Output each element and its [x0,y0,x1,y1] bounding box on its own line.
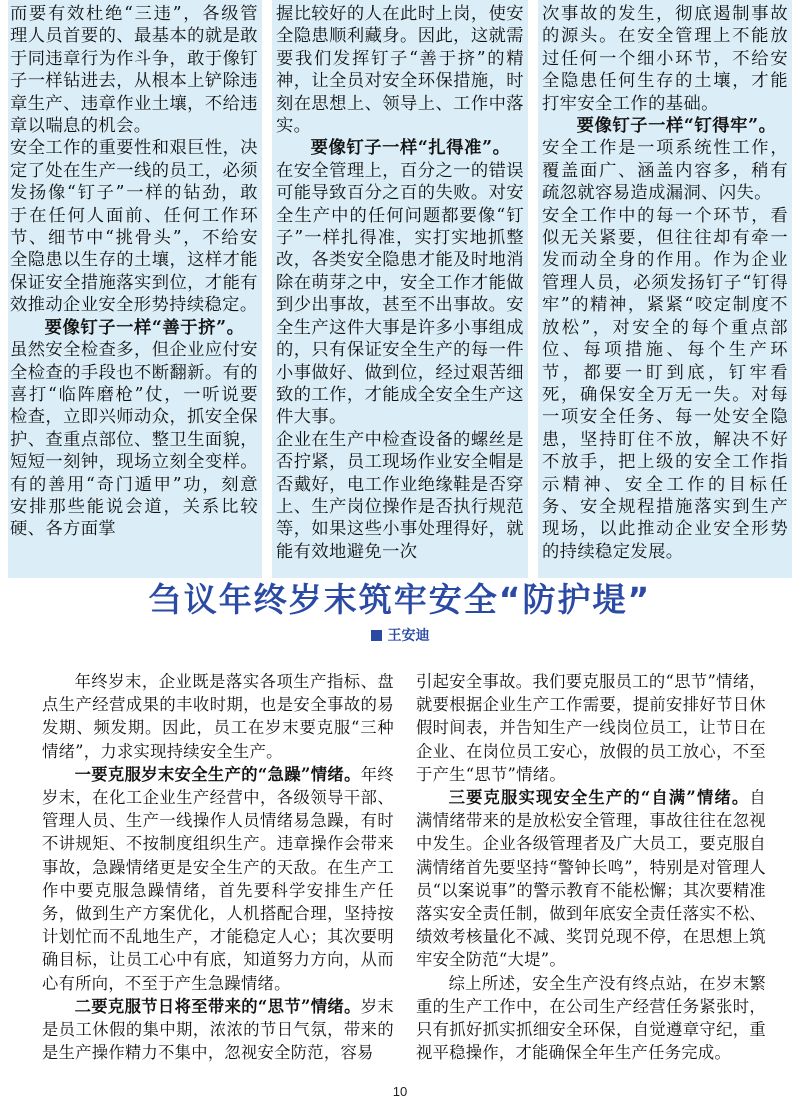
paragraph-text: 年终岁末，企业既是落实各项生产指标、盘点生产经营成果的丰收时期，也是安全事故的易发期、频发期。因此，员工在岁末要克服“三种情绪”，力求实现持续安全生产。 [42,672,394,761]
article-paragraph [42,763,394,995]
body-paragraph: 在安全管理上，百分之一的错误可能导致百分之百的失败。对安全生产中的任何问题都要像“钉子”一样扎得准，实打实地抓整改，各类安全隐患才能及时地消除在萌芽之中，安全工作才能做到少出事故，甚至不出事故。安全生产这件大事是许多小事组成的，只有保证安全生产的每一件小事做好、做到位，经过艰苦细致的工作，才能成全安全生产这件大事。 [276,160,524,428]
paragraph-lead-heading: 二要克服节日将至带来的“思节”情绪。 [74,996,361,1016]
author-name: 王安迪 [387,628,430,644]
page-number: 10 [392,1084,408,1099]
body-paragraph: 握比较好的人在此时上岗，使安全隐患顺利藏身。因此，这就需要我们发挥钉子“善于挤”的精神，让全员对安全环保措施，时刻在思想上、领导上、工作中落实。 [276,4,524,137]
article-paragraph [416,972,766,1065]
article-column-1 [42,670,394,1064]
article-byline [0,626,800,646]
article-title: 刍议年终岁末筑牢安全“防护堤” [148,580,652,619]
paragraph-lead-heading: 三要克服实现安全生产的“自满”情绪。 [448,788,750,808]
article-paragraph [416,786,766,972]
article-paragraph [416,670,766,786]
top-column-1 [8,0,262,578]
top-column-2 [272,0,528,578]
section-heading: 要像钉子一样“钉得牢”。 [576,116,777,137]
body-paragraph: 次事故的发生，彻底遏制事故的源头。在安全管理上不能放过任何一个细小环节，不给安全隐患任何生存的土壤，才能打牢安全工作的基础。 [542,4,788,114]
body-paragraph: 安全工作的重要性和艰巨性，决定了处在生产一线的员工，必须发扬像“钉子”一样的钻劲，敢于在任何人面前、任何工作环节、细节中“挑骨头”，不给安全隐患以生存的土壤，这样才能保证安全措施落实到位，才能有效推动企业安全形势持续稳定。 [10,138,258,316]
body-paragraph: 虽然安全检查多，但企业应付安全检查的手段也不断翻新。有的喜打“临阵磨枪”仗，一听说要检查，立即兴师动众，抓安全保护、查重点部位、整卫生面貌，短短一刻钟，现场立刻全变样。有的善用“奇门遁甲”功，刻意安排那些能说会道，关系比较硬、各方面掌 [10,340,258,540]
top-column-3 [538,0,792,578]
body-paragraph: 安全工作是一项系统性工作，覆盖面广、涵盖内容多，稍有疏忽就容易造成漏洞、闪失。 [542,138,788,204]
article-paragraph [42,995,394,1065]
paragraph-text: 自满情绪带来的是放松安全管理，事故往往在忽视中发生。企业各级管理者及广大员工，要克服自满情绪首先要坚持“警钟长鸣”，特别是对管理人员“以案说事”的警示教育不能松懈；其次要精准落实安全责任制，做到年底安全责任落实不松、绩效考核量化不减、奖罚兑现不停，在思想上筑牢安全防范“大堤”。 [416,788,766,970]
square-bullet-icon [371,630,382,641]
paragraph-text: 岁末是员工休假的集中期，浓浓的节日气氛，带来的是生产操作精力不集中，忽视安全防范，容易 [42,996,394,1063]
section-heading: 要像钉子一样“扎得准”。 [310,138,511,159]
article-column-2 [416,670,766,1064]
paragraph-text: 引起安全事故。我们要克服员工的“思节”情绪，就要根据企业生产工作需要，提前安排好节日休假时间表，并告知生产一线岗位员工，让节日在企业、在岗位员工安心，放假的员工放心，不至于产生“思节”情绪。 [416,672,766,784]
paragraph-text: 综上所述，安全生产没有终点站，在岁末繁重的生产工作中，在公司生产经营任务紧张时，只有抓好抓实抓细安全环保，自觉遵章守纪，重视平稳操作，才能确保全年生产任务完成。 [416,973,766,1063]
body-paragraph: 企业在生产中检查设备的螺丝是否拧紧，员工现场作业安全帽是否戴好，电工作业绝缘鞋是否穿上、生产岗位操作是否执行规范等，如果这些小事处理得好，就能有效地避免一次 [276,429,524,562]
body-paragraph: 安全工作中的每一个环节，看似无关紧要，但往往却有牵一发而动全身的作用。作为企业管理人员，必须发扬钉子“钉得牢”的精神，紧紧“咬定制度不放松”，对安全的每个重点部位、每项措施、每个生产环节，都要一盯到底，钉牢看死，确保安全万无一失。对每一项安全任务、每一处安全隐患，坚持盯住不放，解决不好不放手，把上级的安全工作指示精神、安全工作的目标任务、安全规程措施落实到生产现场，以此推动企业安全形势的持续稳定发展。 [542,205,788,562]
section-heading: 要像钉子一样“善于挤”。 [44,317,245,338]
paragraph-text: 年终岁末，在化工企业生产经营中，各级领导干部、管理人员、生产一线操作人员情绪易急躁，有时不讲规矩、不按制度组织生产。违章操作会带来事故，急躁情绪更是安全生产的天敌。在生产工作中要克服急躁情绪，首先要科学安排生产任务，做到生产方案优化，人机搭配合理，坚持按计划忙而不乱地生产，才能稳定人心；其次要明确目标，让员工心中有底，知道努力方向，从而心有所向，不至于产生急躁情绪。 [42,764,394,993]
paragraph-lead-heading: 一要克服岁末安全生产的“急躁”情绪。 [74,764,361,784]
article-paragraph [42,670,394,763]
body-paragraph: 而要有效杜绝“三违”，各级管理人员首要的、最基本的就是敢于同违章行为作斗争，敢于像钉子一样钻进去，从根本上铲除违章生产、违章作业土壤，不给违章以喘息的机会。 [10,4,258,137]
